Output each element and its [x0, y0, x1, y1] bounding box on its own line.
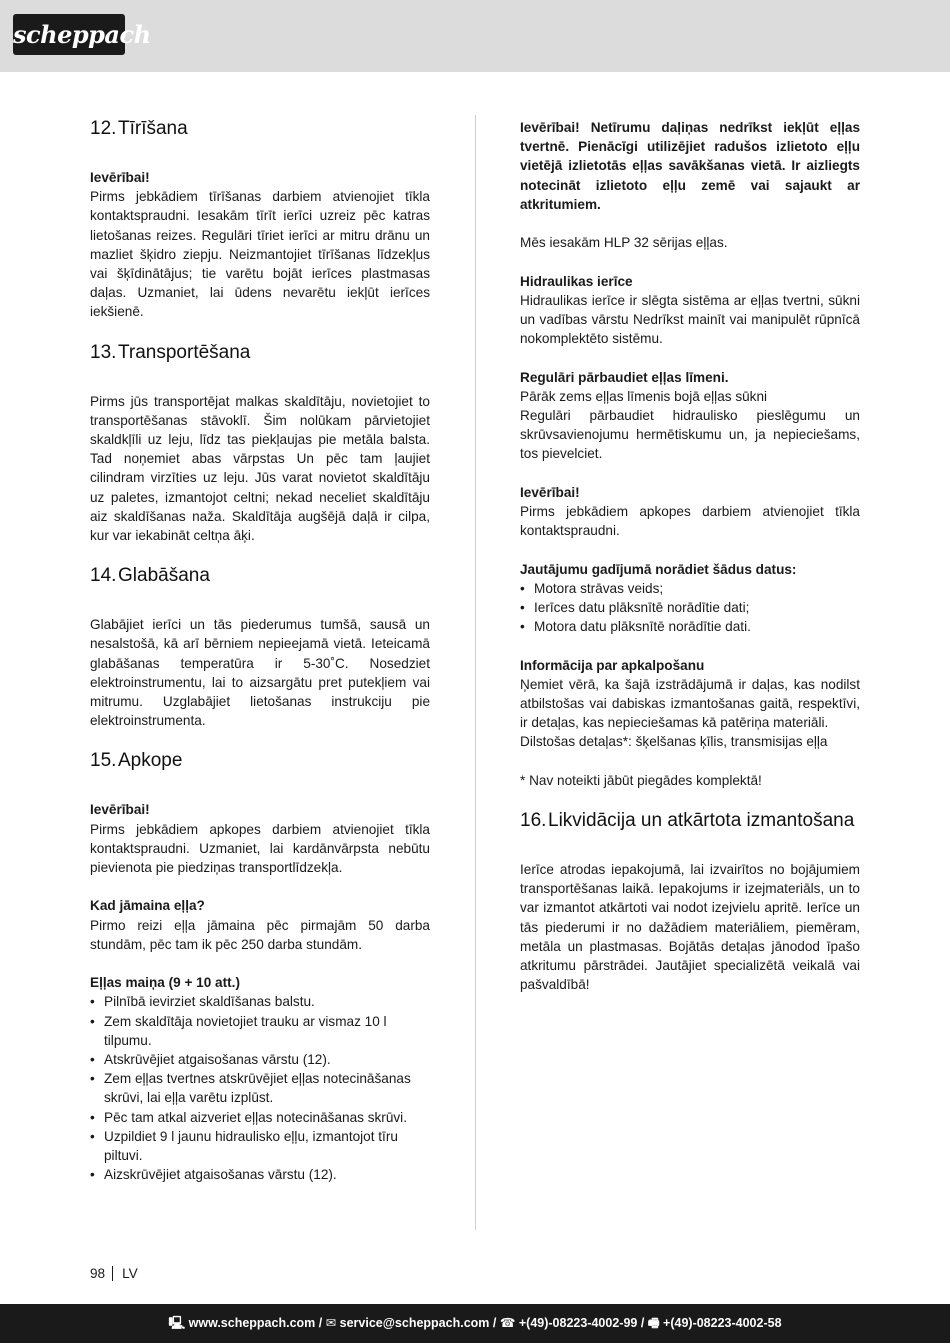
section-number: 13.: [90, 341, 117, 363]
section-14-heading: [90, 565, 430, 587]
oil-change-list: [90, 992, 430, 1184]
list-item: • Atskrūvējiet atgaisošanas vārstu (12).: [90, 1050, 430, 1069]
disposal-text: Ierīce atrodas iepakojumā, lai izvairītos no bojājumiem transportēšanas laikā. Iepakojums ir izejmateriāls, un to var izmantot atkārtoti vai nodot izejvielu apritē. Ierīce un tās piederumi ir no dažādiem materiāliem, piemēram, metāla un plastmasas. Bojātās detaļas jānodod īpašo atkritumu pārstrādei. Jautājiet specializētā veikalā vai pašvaldībā!: [520, 862, 860, 993]
list-item: • Ierīces datu plāksnītē norādītie dati;: [520, 598, 860, 617]
column-divider: [475, 115, 476, 1230]
section-title: Tīrīšana: [118, 118, 188, 139]
section-title: Transportēšana: [118, 341, 251, 363]
footnote: * Nav noteikti jābūt piegādes komplektā!: [520, 772, 762, 788]
warning-label: Ievērībai!: [90, 170, 150, 185]
oil-check-line-1: Pārāk zems eļļas līmenis bojā eļļas sūkni: [520, 388, 768, 404]
warning-label: Ievērībai!: [520, 484, 580, 500]
list-item: • Motora strāvas veids;: [520, 579, 860, 598]
section-number: 12.: [90, 118, 117, 139]
list-item: • Zem skaldītāja novietojiet trauku ar vismaz 10 l tilpumu.: [90, 1012, 430, 1050]
section-15-heading: [90, 750, 430, 772]
list-item: • Pēc tam atkal aizveriet eļļas notecināšanas skrūvi.: [90, 1108, 430, 1127]
wear-parts: Dilstošas detaļas*: šķelšanas ķīlis, transmisijas eļļa: [520, 734, 828, 750]
page-number-separator: [112, 1266, 113, 1281]
list-item: • Uzpildiet 9 l jaunu hidraulisko eļļu, izmantojot tīru piltuvi.: [90, 1127, 430, 1165]
oil-check-heading: Regulāri pārbaudiet eļļas līmeni.: [520, 369, 729, 385]
oil-when-heading: Kad jāmaina eļļa?: [90, 898, 205, 914]
maintenance-text: Pirms jebkādiem apkopes darbiem atvienojiet tīkla kontaktspraudni. Uzmaniet, lai kardānvārpsta nebūtu pievienota pie piedziņas transportlīdzekļa.: [90, 821, 430, 876]
section-title: Glabāšana: [118, 565, 210, 587]
maintenance-warning-text: Pirms jebkādiem apkopes darbiem atvienojiet tīkla kontaktspraudni.: [520, 504, 860, 539]
page-number-value: 98: [90, 1266, 106, 1281]
section-12-heading: [90, 118, 430, 140]
contact-info: 🖳 www.scheppach.com / ✉ service@scheppach.com / ☎ +(49)-08223-4002-99 / 🖷 +(49)-08223-4002-58: [168, 1316, 782, 1330]
list-item: • Zem eļļas tvertnes atskrūvējiet eļļas notecināšanas skrūvi, lai eļļa varētu izplūst.: [90, 1069, 430, 1107]
list-item: • Motora datu plāksnītē norādītie dati.: [520, 617, 860, 636]
oil-recommendation: Mēs iesakām HLP 32 sērijas eļļas.: [520, 235, 728, 251]
cleaning-text: Pirms jebkādiem tīrīšanas darbiem atvienojiet tīkla kontaktspraudni. Iesakām tīrīt ierīci uzreiz pēc katras lietošanas reizes. Regulāri tīriet ierīci ar mitru drānu un mazliet šķidro ziepju. Neizmantojiet tīrīšanas līdzekļus vai šķīdinātājus; tie varētu bojāt ierīces plastmasas daļas. Uzmaniet, lai ūdens nevarētu iekļūt ierīces iekšienē.: [90, 189, 430, 320]
questions-list: [520, 579, 860, 637]
left-column: [90, 118, 430, 1185]
oil-change-heading: Eļļas maiņa (9 + 10 att.): [90, 975, 240, 991]
questions-heading: Jautājumu gadījumā norādiet šādus datus:: [520, 561, 797, 577]
hydraulic-text: Hidraulikas ierīce ir slēgta sistēma ar eļļas tvertni, sūkni un vadības vārstu Nedrīkst mainīt vai manipulēt rūpnīcā nokomplektēto sistēmu.: [520, 292, 860, 347]
page-header: [0, 0, 950, 72]
list-item: • Aizskrūvējiet atgaisošanas vārstu (12).: [90, 1165, 430, 1184]
service-heading: Informācija par apkalpošanu: [520, 657, 705, 673]
right-column: [520, 118, 860, 994]
section-title: Likvidācija un atkārtota izmantošana: [548, 810, 855, 831]
warning-label: Ievērībai!: [90, 802, 150, 818]
language-code: LV: [122, 1266, 138, 1281]
storage-text: Glabājiet ierīci un tās piederumus tumšā, sausā un nesalstošā, kā arī bērniem nepieejamā vietā. Ieteicamā glabāšanas temperatūra ir 5-30˚C. Nosedziet elektroinstrumentu, lai to aizsargātu pret putekļiem vai mitrumu. Uzglabājiet lietošanas instrukciju pie elektroinstrumenta.: [90, 617, 430, 729]
scheppach-logo: [13, 14, 151, 55]
oil-when-text: Pirmo reizi eļļa jāmaina pēc pirmajām 50 darba stundām, pēc tam ik pēc 250 darba stundām.: [90, 917, 430, 952]
oil-warning-bold: Ievērībai! Netīrumu daļiņas nedrīkst iekļūt eļļas tvertnē. Pienācīgi utilizējiet radušos izlietoto eļļu vietējā izlietotās eļļas savākšanas vietā. Ir aizliegts notecināt izlietoto eļļu zemē vai sajaukt ar atkritumiem.: [520, 120, 860, 212]
list-item: • Pilnībā ievirziet skaldīšanas balstu.: [90, 992, 430, 1011]
service-text: Ņemiet vērā, ka šajā izstrādājumā ir daļas, kas nodilst atbilstošas vai dabiskas izmantošanas gaitā, respektīvi, ir detaļas, kas nepieciešamas kā patēriņa materiāli.: [520, 676, 860, 731]
section-number: 15.: [90, 750, 117, 772]
section-title: Apkope: [118, 750, 183, 772]
hydraulic-heading: Hidraulikas ierīce: [520, 273, 633, 289]
section-13-heading: [90, 342, 430, 364]
page-footer: [0, 1304, 950, 1343]
page-number: [90, 1264, 138, 1283]
oil-check-line-2: Regulāri pārbaudiet hidraulisko pieslēgumu un skrūvsavienojumu hermētiskumu un, ja nepieciešams, tos pievelciet.: [520, 408, 860, 462]
section-number: 14.: [90, 565, 117, 587]
transport-text: Pirms jūs transportējat malkas skaldītāju, novietojiet to transportēšanas stāvoklī. Šim nolūkam pārvietojiet skaldkļīli uz leju, līdz tas piekļaujas pie metāla balsta. Tad noņemiet abas vārpstas Un pēc tam ļaujiet cilindram virzīties uz leju. Jūs varat novietot skaldītāju uz paletes, izmantojot celtni; nekad neceliet skaldītāju aiz skaldīšanas naža. Skaldītāja augšējā daļā ir cilpa, kur var iekabināt celtņa āķi.: [90, 393, 430, 544]
logo-text: scheppach: [13, 20, 151, 49]
section-16-heading: [520, 810, 860, 832]
section-number: 16.: [520, 810, 547, 831]
